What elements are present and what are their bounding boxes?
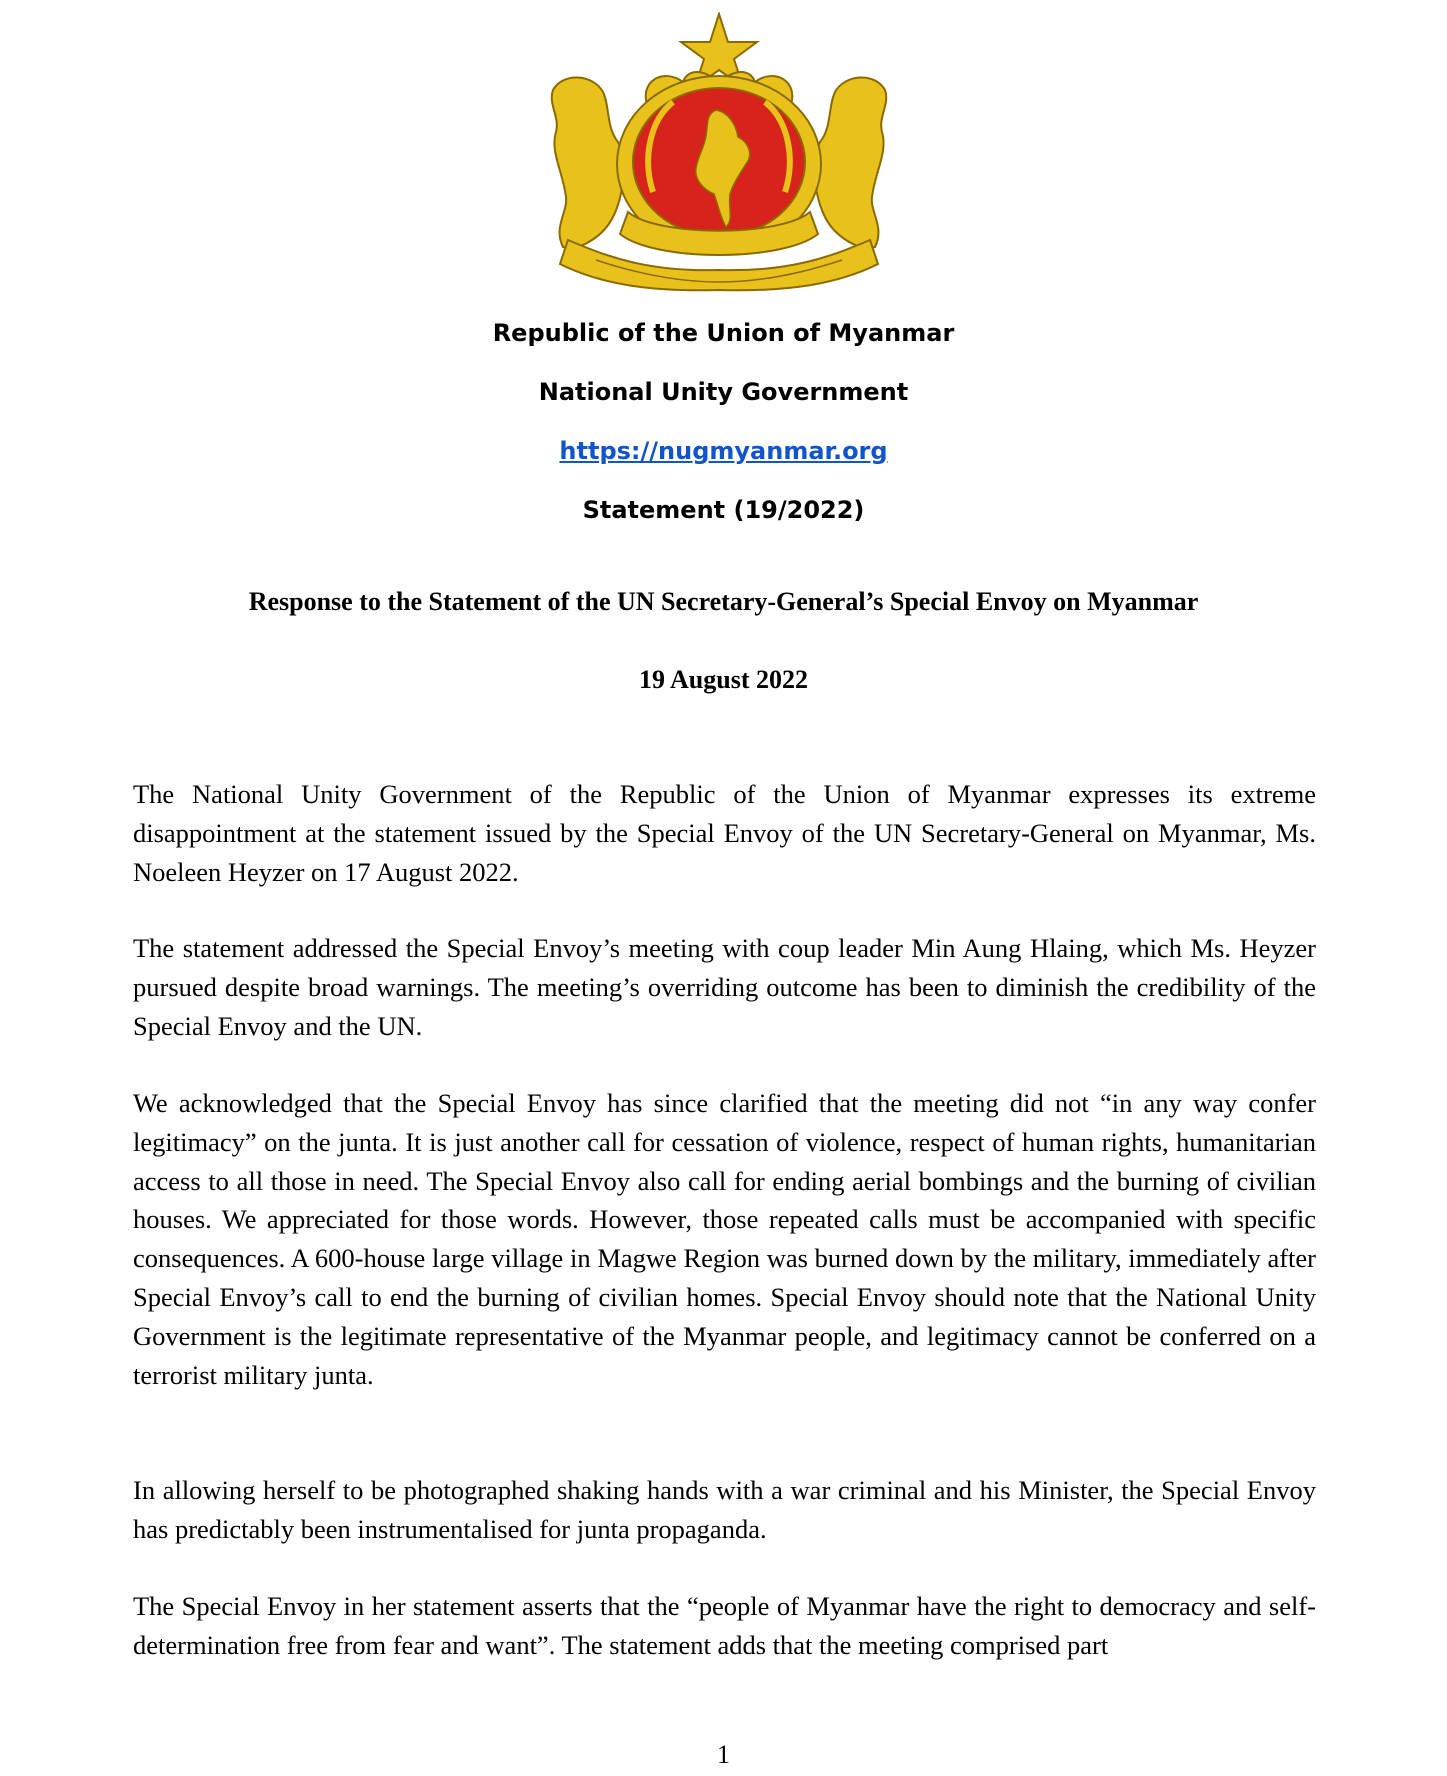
paragraph: The Special Envoy in her statement asserts that the “people of Myanmar have the right to democracy and self-determination free from fear and want”. The statement adds that the meeting comprised part [133, 1591, 1316, 1660]
statement-date: 19 August 2022 [638, 665, 809, 694]
website-line [0, 436, 1447, 466]
paragraph: The National Unity Government of the Republic of the Union of Myanmar expresses its extreme disappointment at the statement issued by the Special Envoy of the UN Secretary-General on Myanmar, Ms. Noeleen Heyzer on 17 August 2022. [133, 779, 1316, 887]
paragraph: We acknowledged that the Special Envoy has since clarified that the meeting did not “in any way confer legitimacy” on the junta. It is just another call for cessation of violence, respect of human rights, humanitarian access to all those in need. The Special Envoy also call for ending aerial bombings and the burning of civilian houses. We appreciated for those words. However, those repeated calls must be accompanied with specific consequences. A 600-house large village in Magwe Region was burned down by the military, immediately after Special Envoy’s call to end the burning of civilian homes. Special Envoy should note that the National Unity Government is the legitimate representative of the Myanmar people, and legitimacy cannot be conferred on a terrorist military junta. [133, 1088, 1316, 1390]
paragraph: The statement addressed the Special Envoy’s meeting with coup leader Min Aung Hlaing, which Ms. Heyzer pursued despite broad warnings. The meeting’s overriding outcome has been to diminish the credibility of the Special Envoy and the UN. [133, 933, 1316, 1041]
state-seal-icon [548, 12, 890, 292]
page-number: 1 [717, 1740, 730, 1769]
statement-number: Statement (19/2022) [582, 496, 865, 524]
government-name: National Unity Government [538, 378, 909, 406]
website-link[interactable]: https://nugmyanmar.org [559, 437, 888, 465]
country-name: Republic of the Union of Myanmar [492, 319, 955, 347]
paragraph: In allowing herself to be photographed shaking hands with a war criminal and his Minister, the Special Envoy has predictably been instrumentalised for junta propaganda. [133, 1475, 1316, 1544]
statement-title: Response to the Statement of the UN Secretary-General’s Special Envoy on Myanmar [248, 587, 1199, 616]
